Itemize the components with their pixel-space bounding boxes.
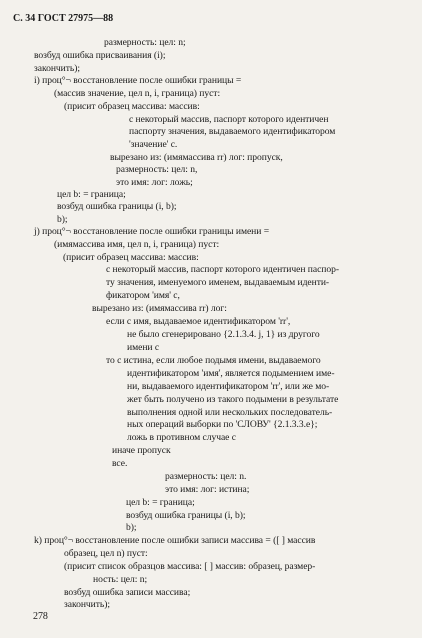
text-line: вырезано из: (имямассива rr) лог: <box>92 303 227 314</box>
text-line: закончить); <box>64 599 110 610</box>
text-line: возбуд ошибка границы (i, b); <box>57 201 177 212</box>
text-line: ность: цел: n; <box>93 574 148 585</box>
text-line: возбуд ошибка присваивания (i); <box>34 50 166 61</box>
text-line: b); <box>57 214 68 225</box>
text-line: это имя: лог: ложь; <box>116 177 193 188</box>
text-line: идентификатором 'имя', является подымением име- <box>127 368 335 379</box>
text-line: (присит образец массива: массив: <box>64 101 200 112</box>
text-line: ложь в противном случае с <box>127 432 236 443</box>
text-line: выполнения одной или нескольких последователь- <box>127 407 333 418</box>
text-line: ных операций выборки по 'СЛОВУ' {2.1.3.3.е}; <box>127 419 318 430</box>
text-line: ни, выдаваемого идентификатором 'rr', или же мо- <box>127 381 330 392</box>
text-line: это имя: лог: истина; <box>165 484 250 495</box>
text-line: если с имя, выдаваемое идентификатором 'rr', <box>106 316 291 327</box>
page-header: С. 34 ГОСТ 27975—88 <box>13 13 114 24</box>
text-line: то с истина, если любое подымя имени, выдаваемого <box>106 355 321 366</box>
text-line: с некоторый массив, паспорт которого идентичен паспор- <box>106 264 340 275</box>
text-line: возбуд ошибка границы (i, b); <box>126 510 246 521</box>
text-line: не было сгенерировано {2.1.3.4. j, 1} из другого <box>127 329 320 340</box>
text-line: цел b: = граница; <box>57 189 126 200</box>
text-line: размерность: цел: n; <box>104 37 186 48</box>
text-line: имени с <box>127 342 160 353</box>
text-line: (присит образец массива: массив: <box>63 252 199 263</box>
text-line: жет быть получено из такого подымени в результате <box>127 394 339 405</box>
text-line: возбуд ошибка записи массива; <box>64 587 191 598</box>
text-line: (имямассива имя, цел n, i, граница) пуст: <box>54 239 220 250</box>
text-line: фикатором 'имя' с, <box>106 290 180 301</box>
text-line: (массив значение, цел n, i, граница) пуст: <box>54 88 221 99</box>
text-line: b); <box>126 522 137 533</box>
text-line: ту значения, именуемого именем, выдаваемым иденти- <box>106 277 330 288</box>
text-line: паспорту значения, выдаваемого идентификатором <box>129 126 336 137</box>
text-line: образец, цел n) пуст: <box>64 548 148 559</box>
text-line: закончить); <box>34 63 80 74</box>
text-line: иначе пропуск <box>112 445 171 456</box>
text-line: с некоторый массив, паспорт которого идентичен <box>129 114 329 125</box>
page-number: 278 <box>33 611 48 622</box>
text-line: размерность: цел: n. <box>165 471 247 482</box>
text-line: вырезано из: (имямассива rr) лог: пропуск, <box>110 152 283 163</box>
text-line: все. <box>112 458 128 469</box>
text-line: цел b: = граница; <box>126 497 195 508</box>
text-line: размерность: цел: n, <box>116 164 198 175</box>
text-line: 'значение' с. <box>129 139 178 150</box>
text-line: k) проц°¬ восстановление после ошибки записи массива = ([ ] массив <box>34 535 316 546</box>
text-line: j) проц°¬ восстановление после ошибки границы имени = <box>34 226 270 237</box>
text-line: (присит список образцов массива: [ ] массив: образец, размер- <box>64 561 316 572</box>
text-line: i) проц°¬ восстановление после ошибки границы = <box>34 75 242 86</box>
